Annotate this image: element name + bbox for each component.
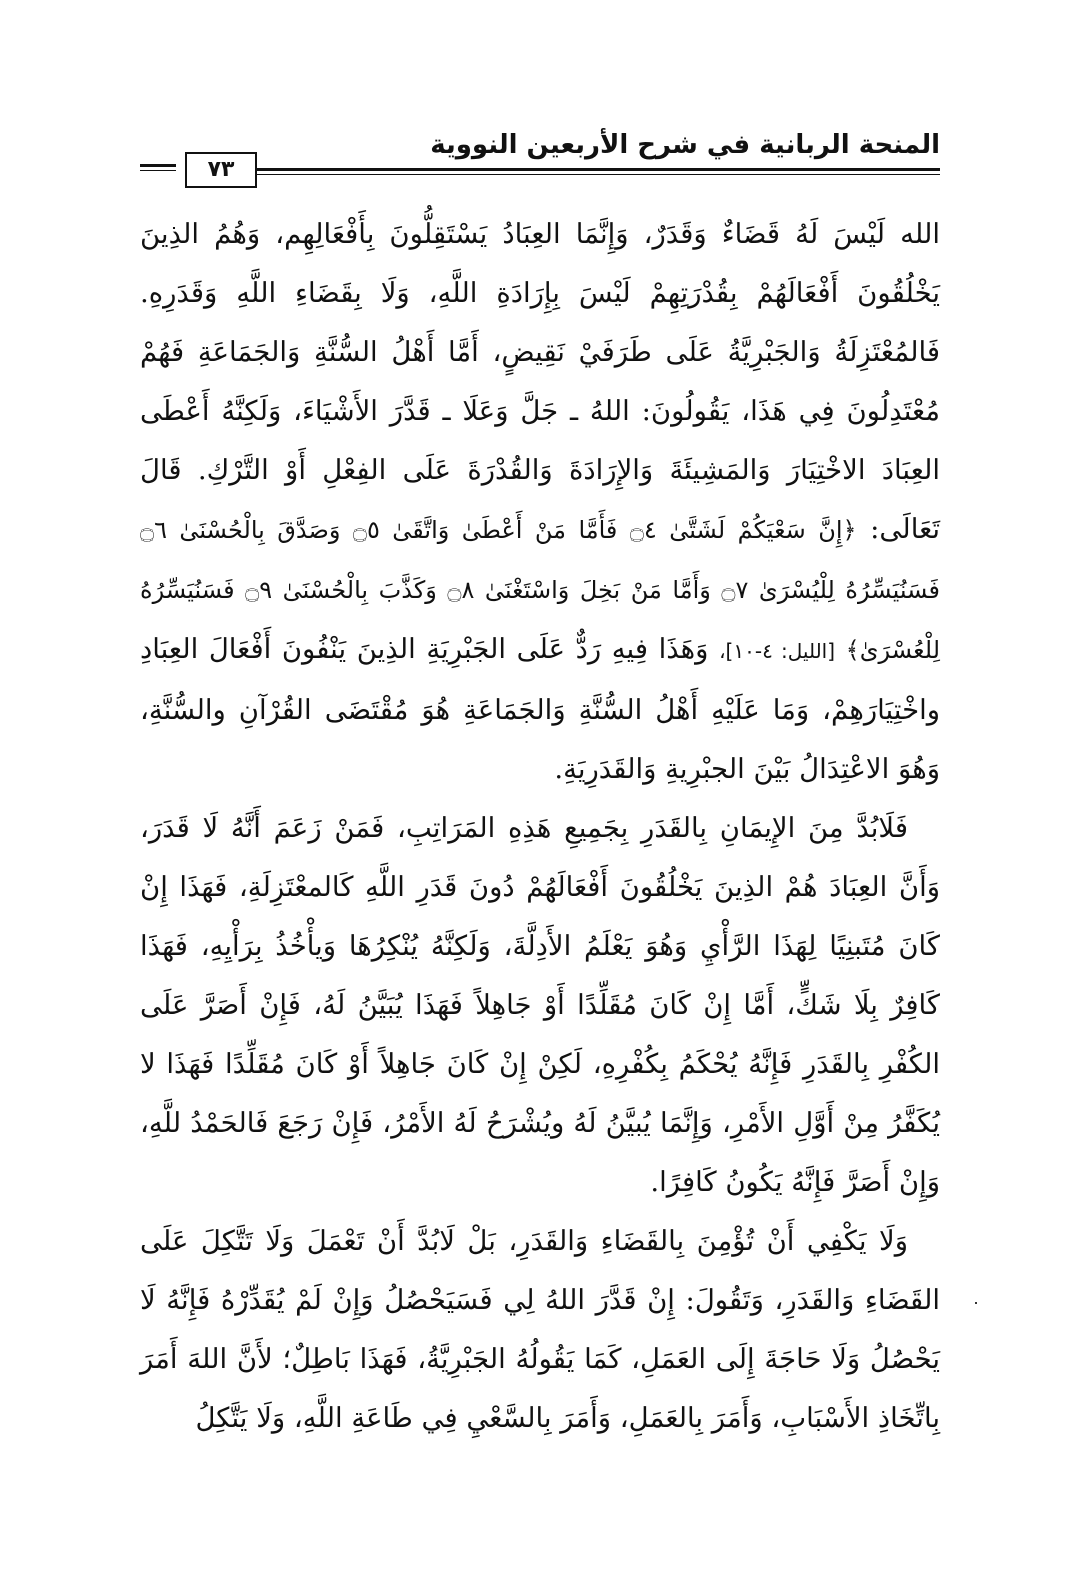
quran-verses: ﴿إِنَّ سَعْيَكُمْ لَشَتَّىٰ ۝٤ فَأَمَّا مَنْ أَعْطَىٰ وَاتَّقَىٰ ۝٥ وَصَدَّقَ بِالْحُسْنَىٰ ۝٦ فَسَنُيَسِّرُهُ لِلْيُسْرَىٰ ۝٧ وَأَمَّا مَنْ بَخِلَ وَاسْتَغْنَىٰ ۝٨ وَكَذَّبَ بِالْحُسْنَىٰ ۝٩ فَسَنُيَسِّرُهُ لِلْعُسْرَىٰ﴾: [140, 516, 941, 664]
paragraph-1-continuation: وَهَذَا فِيهِ رَدٌّ عَلَى الجَبْرِيَةِ الذِينَ يَنْفُونَ أَفْعَالَ العِبَادِ واخْتِيَارَهِمْ، وَمَا عَلَيْهِ أَهْلُ السُّنَّةِ وَالجَمَاعَةِ هُوَ مُقْتَضَى القُرْآنِ والسُّنَّةِ، وَهُوَ الاعْتِدَالُ بَيْنَ الجبْرِيةِ وَالقَدَرِيَةِ.: [140, 633, 940, 785]
page-body: [140, 205, 940, 1448]
book-title: المنحة الربانية في شرح الأربعين النووية: [430, 130, 940, 160]
page-number: ٧٣: [185, 152, 257, 188]
quran-reference: [الليل: ٤-١٠]،: [719, 639, 836, 663]
scan-speck: [975, 1302, 977, 1304]
page-header: [140, 120, 940, 190]
paragraph-2: فَلَابُدَّ مِنَ الإِيمَانِ بِالقَدَرِ بِجَمِيعِ هَذِهِ المَرَاتِبِ، فَمَنْ زَعَمَ أَنَّهُ لَا قَدَرَ، وَأَنَّ العِبَادَ هُمْ الذِينَ يَخْلُقُونَ أَفْعَالَهُمْ دُونَ قَدَرِ اللَّهِ كَالمعْتَزِلَةِ، فَهَذَا إِنْ كَانَ مُتَبنِيًا لِهَذَا الرَّأْيِ وَهُوَ يَعْلَمُ الأَدِلَّةَ، وَلَكِنَّهُ يُنْكِرُهَا وَيأْخُذُ بِرَأْيِهِ، فَهَذَا كَافِرٌ بِلَا شَكٍّ، أَمَّا إِنْ كَانَ مُقَلِّدًا أَوْ جَاهِلاً فَهَذَا يُبَيَّنُ لَهُ، فَإِنْ أَصَرَّ عَلَى الكُفْرِ بِالقَدَرِ فَإِنَّهُ يُحْكَمُ بِكُفْرِهِ، لَكِنْ إِنْ كَانَ جَاهِلاً أَوْ كَانَ مُقَلِّدًا فَهَذَا لا يُكَفَّرُ مِنْ أَوَّلِ الأَمْرِ، وَإِنَّمَا يُبيَّنُ لَهُ ويُشْرَحُ لَهُ الأَمْرُ، فَإِنْ رَجَعَ فَالحَمْدُ للَّهِ، وَإِنْ أَصَرَّ فَإِنَّهُ يَكُونُ كَافِرًا.: [140, 812, 940, 1198]
paragraph-1: [140, 205, 940, 799]
paragraph-1-text: الله لَيْسَ لَهُ قَضَاءٌ وَقَدَرٌ، وَإِنَّمَا العِبَادُ يَسْتَقِلُّونَ بِأَفْعَالِهِم، وَهُمُ الذِينَ يَخْلُقُونَ أَفْعَالَهُمْ بِقُدْرَتِهِمْ لَيْسَ بِإِرَادَةِ اللَّهِ، وَلَا بِقَضَاءِ اللَّهِ وَقَدَرِهِ. فَالمُعْتَزِلَةُ وَالجَبْرِيَّةُ عَلَى طَرَفَيْ نَقِيضٍ، أَمَّا أَهْلُ السُّنَّةِ وَالجَمَاعَةِ فَهُمْ مُعْتَدِلُونَ فِي هَذَا، يَقُولُونَ: اللهُ ـ جَلَّ وَعَلَا ـ قَدَّرَ الأَشْيَاءَ، وَلَكِنَّهُ أَعْطَى العِبَادَ الاخْتِيَارَ وَالمَشِيئَةَ وَالإِرَادَةَ وَالقُدْرَةَ عَلَى الفِعْلِ أَوْ التَّرْكِ. قَالَ تَعَالَى:: [140, 218, 940, 545]
header-left-rule: [140, 164, 176, 171]
header-rule: [240, 168, 940, 175]
paragraph-3: وَلَا يَكْفِي أَنْ تُؤْمِنَ بِالقَضَاءِ وَالقَدَرِ، بَلْ لَابُدَّ أَنْ تَعْمَلَ وَلَا تَتَّكِلَ عَلَى القَضَاءِ وَالقَدَرِ، وَتَقُولَ: إِنْ قَدَّرَ اللهُ لِي فَسَيَحْصُلُ وَإِنْ لَمْ يُقَدِّرْهُ فَإِنَّهُ لَا يَحْصُلُ وَلَا حَاجَةَ إِلَى العَمَلِ، كَمَا يَقُولُهُ الجَبْرِيَّةُ، فَهَذَا بَاطِلٌ؛ لأَنَّ اللهَ أَمَرَ بِاتِّخَاذِ الأَسْبَابِ، وَأَمَرَ بِالعَمَلِ، وَأَمَرَ بِالسَّعْيِ فِي طَاعَةِ اللَّهِ، وَلَا يَتَّكِلُ: [140, 1225, 940, 1434]
